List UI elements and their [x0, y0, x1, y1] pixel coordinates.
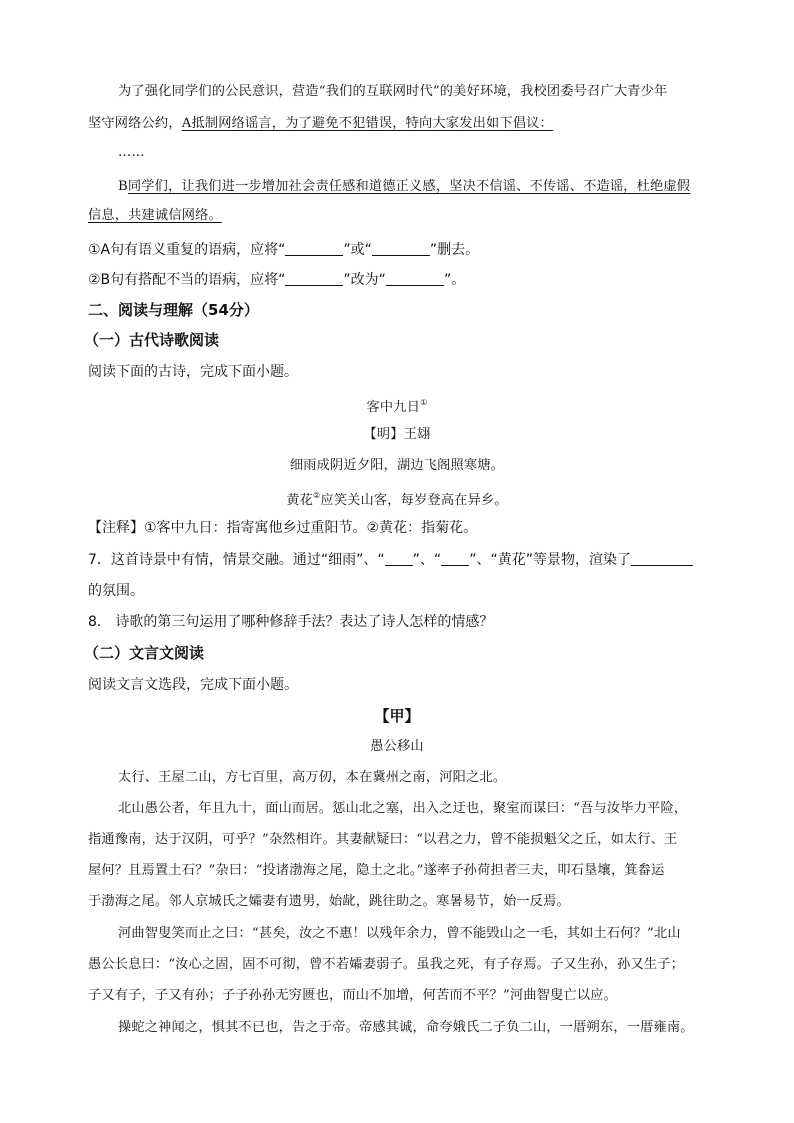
passage-line: 为了强化同学们的公民意识，营造“我们的互联网时代”的美好环境，我校团委号召广大青少年 [118, 84, 668, 99]
instruction: 阅读下面的古诗，完成下面小题。 [88, 364, 298, 380]
passage-line [118, 177, 738, 197]
question-text: ”。 [443, 272, 466, 288]
passage-label: 【甲】 [374, 707, 420, 725]
poem-title-text: 客中九日 [366, 400, 421, 415]
sentence-a-underlined: A抵制网络谣言，为了避免不犯错误，特向大家发出如下倡议： [181, 116, 553, 131]
footnote-marker: ② [312, 491, 321, 500]
answer-blank[interactable] [285, 271, 343, 286]
poem-line [0, 486, 794, 511]
question-7 [88, 550, 708, 570]
question-text: ”、“ [412, 552, 442, 568]
subsection-heading: （一）古代诗歌阅读 [84, 331, 220, 349]
poem-title [0, 393, 794, 418]
sentence-b-label: B [118, 179, 128, 194]
answer-blank[interactable] [386, 271, 444, 286]
passage-line [88, 114, 708, 134]
classical-line: 屋何？且焉置土石？”杂曰：“投诸渤海之尾，隐土之北。”遂率子孙荷担者三夫，叩石垦壤，箕畚运 [88, 863, 665, 878]
poem-text: 应笑关山客，每岁登高在异乡。 [320, 493, 508, 508]
question-text: ①A句有语义重复的语病，应将“ [88, 242, 286, 258]
question-text: ”改为“ [343, 272, 386, 288]
annotation: 【注释】①客中九日：指寄寓他乡过重阳节。②黄花：指菊花。 [88, 520, 478, 536]
instruction: 阅读文言文选段，完成下面小题。 [88, 677, 298, 693]
sentence-b-underlined-cont: 信息，共建诚信网络。 [88, 208, 222, 223]
classical-line: 子又有子，子又有孙；子子孙孙无穷匮也，而山不加增，何苦而不平？”河曲智叟亡以应。 [88, 988, 618, 1003]
question-text: ”或“ [343, 242, 372, 258]
answer-blank[interactable] [372, 241, 430, 256]
ellipsis: …… [118, 145, 145, 160]
classical-line: 愚公长息曰：“汝心之固，固不可彻，曾不若孀妻弱子。虽我之死，有子存焉。子又生孙，孙又生子； [88, 957, 684, 972]
question-8: 8． 诗歌的第三句运用了哪种修辞手法？表达了诗人怎样的情感？ [88, 614, 494, 630]
poem-author: 【明】王翃 [363, 427, 431, 442]
sentence-b-underlined: 同学们，让我们进一步增加社会责任感和道德正义感，坚决不信谣、不传谣、不造谣，杜绝虚假 [127, 179, 691, 194]
poem-text: 黄花 [286, 493, 313, 508]
answer-blank[interactable] [631, 551, 693, 566]
question-text: 7．这首诗景中有情，情景交融。通过“细雨”、“ [88, 552, 385, 568]
question-text: ”、“黄花”等景物，渲染了 [469, 552, 631, 568]
poem-line: 细雨成阴近夕阳，湖边飞阁照寒塘。 [289, 458, 505, 473]
answer-blank[interactable] [441, 551, 469, 566]
answer-blank[interactable] [285, 241, 343, 256]
subsection-heading: （二）文言文阅读 [84, 644, 205, 662]
passage-line [88, 206, 708, 226]
classical-line: 河曲智叟笑而止之曰：“甚矣，汝之不惠！以残年余力，曾不能毁山之一毛，其如土石何？”北山 [118, 926, 681, 941]
classical-line: 太行、王屋二山，方七百里，高万仞，本在冀州之南，河阳之北。 [118, 770, 507, 785]
question-text: ”删去。 [429, 242, 480, 258]
classical-line: 于渤海之尾。邻人京城氏之孀妻有遗男，始龀，跳往助之。寒暑易节，始一反焉。 [88, 894, 570, 909]
passage-text: 坚守网络公约， [88, 116, 182, 131]
classical-line: 指通豫南，达于汉阴，可乎？”杂然相许。其妻献疑曰：“以君之力，曾不能损魁父之丘，如太行、王 [88, 832, 678, 847]
question-6-b [88, 270, 708, 290]
classical-line: 操蛇之神闻之，惧其不已也，告之于帝。帝感其诚，命夸娥氏二子负二山，一厝朔东，一厝雍南。 [118, 1020, 694, 1035]
question-6-a [88, 240, 708, 260]
question-text: ②B句有搭配不当的语病，应将“ [88, 272, 286, 288]
question-7-cont: 的氛围。 [88, 583, 144, 599]
answer-blank[interactable] [385, 551, 413, 566]
footnote-marker: ① [420, 398, 428, 407]
classical-line: 北山愚公者，年且九十，面山而居。惩山北之塞，出入之迂也，聚室而谋曰：“吾与汝毕力平险， [118, 801, 688, 816]
passage-title: 愚公移山 [370, 739, 424, 754]
section-heading: 二、阅读与理解（54分） [88, 301, 259, 319]
